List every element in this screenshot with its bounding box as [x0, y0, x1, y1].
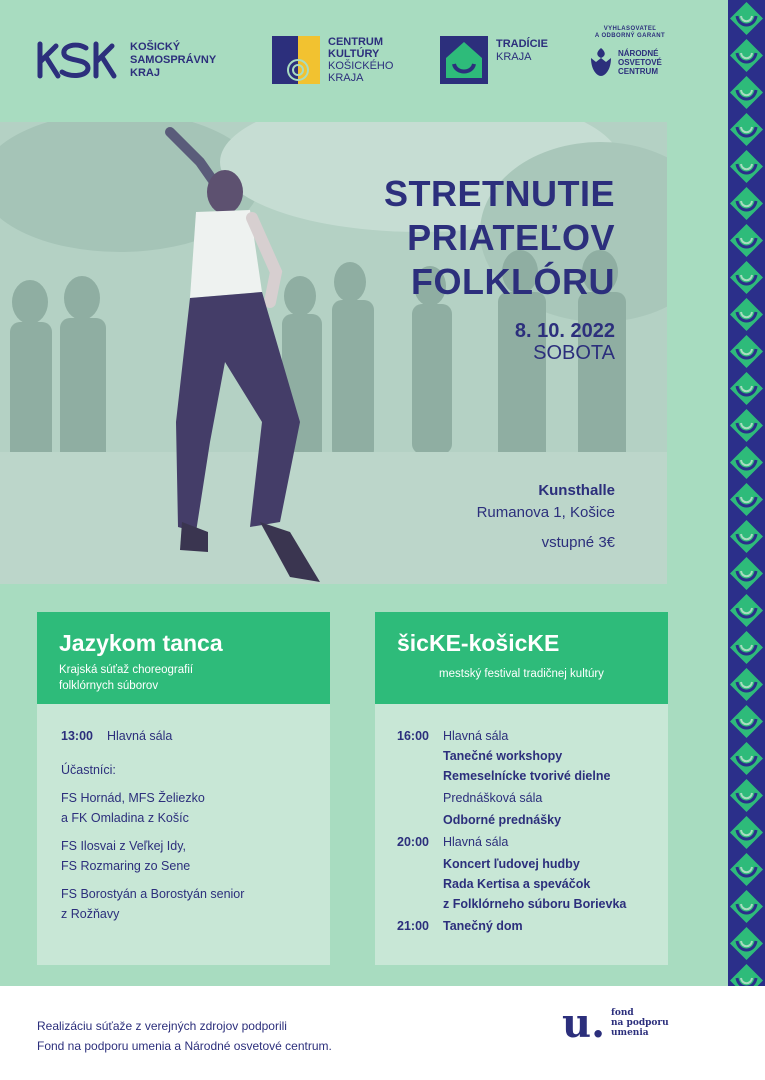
- venue-name: Kunsthalle: [538, 482, 615, 499]
- event-title: [384, 172, 615, 304]
- title-line-2: PRIATEĽOV: [407, 217, 615, 258]
- schedule-time: 13:00: [61, 729, 93, 743]
- ckkk-line-2: KULTÚRY: [328, 48, 380, 60]
- schedule-event: Rada Kertisa a speváčok: [443, 877, 591, 891]
- fpu-line-2: na podporu: [611, 1018, 669, 1028]
- schedule-row: [61, 726, 308, 746]
- ksk-line-3: KRAJ: [130, 66, 160, 79]
- ksk-logo-mark: [36, 40, 122, 80]
- participants-label: Účastníci:: [61, 763, 116, 777]
- fpu-line-1: fond: [611, 1008, 634, 1018]
- hero-photo: [0, 122, 667, 584]
- card-subtitle-line-1: Krajská súťaž choreografií: [59, 664, 194, 676]
- event-date: [515, 320, 615, 364]
- fpu-line-3: umenia: [611, 1028, 649, 1038]
- ckkk-line-4: KRAJA: [328, 72, 364, 84]
- ckkk-logo: [272, 36, 393, 84]
- ksk-logo: [36, 40, 216, 80]
- ksk-line-2: SAMOSPRÁVNY: [130, 53, 217, 66]
- title-line-3: FOLKLÓRU: [411, 261, 615, 302]
- program-card-jazykom-tanca: [37, 612, 330, 965]
- schedule-hall: Hlavná sála: [107, 729, 173, 743]
- card-subtitle: [59, 662, 308, 694]
- card-title: šicKE-košicKE: [397, 630, 560, 656]
- tradicie-kraja-logo: [440, 36, 548, 84]
- day-value: SOBOTA: [533, 342, 615, 364]
- participant-group: [61, 836, 308, 876]
- footer: [0, 986, 765, 1080]
- noc-line-2: OSVETOVÉ: [618, 57, 662, 67]
- participant-line: FS Hornád, MFS Želiezko: [61, 791, 205, 805]
- footer-line-2: Fond na podporu umenia a Národné osvetové centrum.: [37, 1039, 332, 1053]
- participant-line: z Rožňavy: [61, 907, 120, 921]
- schedule-hall: Hlavná sála: [443, 835, 509, 849]
- title-line-1: STRETNUTIE: [383, 173, 615, 214]
- participant-line: FS Rozmaring zo Sene: [61, 859, 191, 873]
- footer-line-1: Realizáciu súťaže z verejných zdrojov podporili: [37, 1019, 287, 1033]
- logo-bar: [0, 0, 728, 112]
- participant-line: FS Borostyán a Borostyán senior: [61, 887, 245, 901]
- noc-top-2: A ODBORNÝ GARANT: [594, 33, 666, 39]
- schedule-event: z Folklórneho súboru Borievka: [443, 897, 627, 911]
- card-subtitle-line-2: folklórnych súborov: [59, 680, 159, 692]
- ckkk-line-1: CENTRUM: [328, 36, 383, 48]
- card-header: [375, 612, 668, 704]
- schedule-event: Koncert ľudovej hudby: [443, 857, 580, 871]
- noc-top-1: VYHLASOVATEĽ: [603, 26, 657, 32]
- ckkk-line-3: KOŠICKÉHO: [328, 60, 394, 72]
- noc-line-1: NÁRODNÉ: [618, 48, 659, 58]
- venue-address: Rumanova 1, Košice: [476, 504, 615, 521]
- card-subtitle: mestský festival tradičnej kultúry: [439, 668, 604, 680]
- schedule-row: [397, 726, 646, 746]
- card-title: Jazykom tanca: [59, 630, 223, 656]
- noc-line-3: CENTRUM: [618, 66, 658, 76]
- schedule-hall: Hlavná sála: [443, 729, 509, 743]
- participant-line: FS Ilosvai z Veľkej Idy,: [61, 839, 186, 853]
- schedule-event: Odborné prednášky: [443, 813, 562, 827]
- decorative-pattern-strip: [728, 0, 765, 986]
- schedule-event: Tanečný dom: [443, 919, 523, 933]
- noc-logo-mark: [588, 46, 614, 78]
- ckkk-logo-mark: [272, 36, 320, 84]
- schedule-event: Tanečné workshopy: [443, 749, 563, 763]
- schedule-time: 20:00: [397, 835, 429, 849]
- tradicie-kraja-logo-mark: [440, 36, 488, 84]
- tk-line-2: KRAJA: [496, 51, 532, 63]
- card-header: [37, 612, 330, 704]
- event-venue: [477, 480, 615, 554]
- entry-fee: vstupné 3€: [541, 534, 615, 551]
- schedule-event: Remeselnícke tvorivé dielne: [443, 769, 611, 783]
- schedule-hall: Prednášková sála: [443, 791, 543, 805]
- schedule-row: [397, 916, 646, 936]
- card-body: [375, 704, 668, 936]
- noc-logo: [588, 26, 672, 78]
- card-body: [37, 704, 330, 924]
- participant-group: [61, 788, 308, 828]
- date-value: 8. 10. 2022: [514, 320, 615, 342]
- footer-text: [37, 1016, 332, 1056]
- schedule-row: [397, 832, 646, 852]
- fpu-logo-mark: u.: [562, 1000, 606, 1047]
- participant-line: a FK Omladina z Košíc: [61, 811, 189, 825]
- fpu-logo: [562, 1002, 669, 1046]
- tk-line-1: TRADÍCIE: [496, 38, 548, 50]
- ksk-line-1: KOŠICKÝ: [130, 40, 181, 53]
- pattern-graphic: [728, 0, 765, 986]
- schedule-time: 16:00: [397, 729, 429, 743]
- program-card-sicke-kosicke: [375, 612, 668, 965]
- participant-group: [61, 884, 308, 924]
- schedule-time: 21:00: [397, 919, 429, 933]
